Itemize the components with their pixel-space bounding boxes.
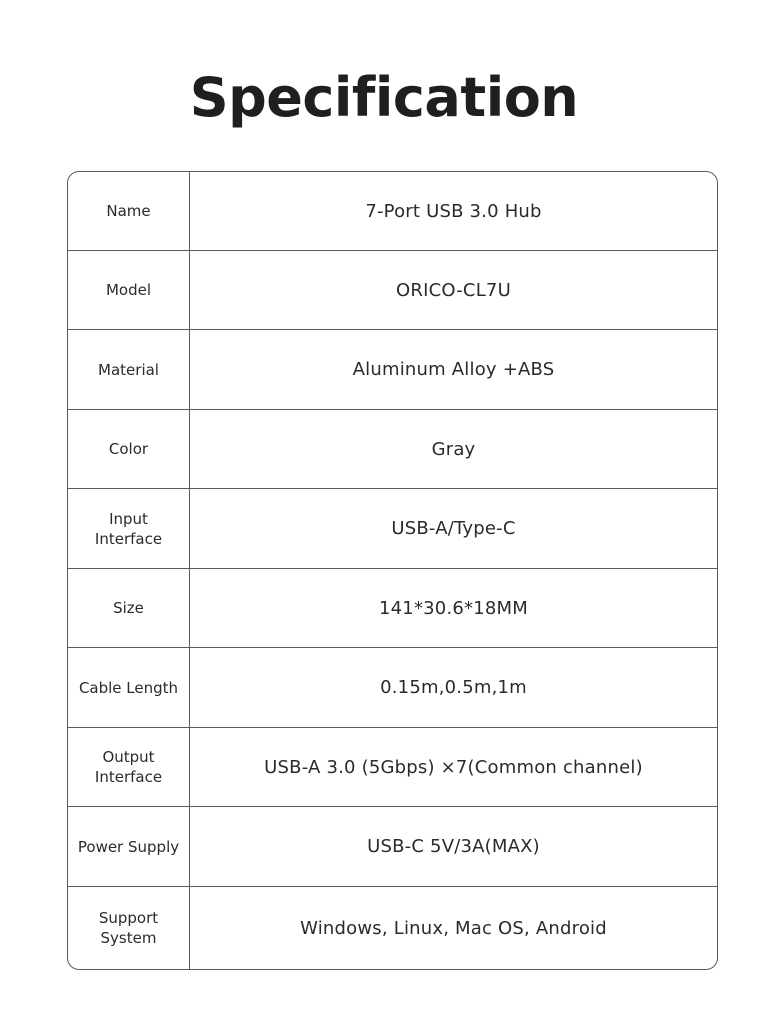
- spec-label: Cable Length: [68, 648, 190, 727]
- spec-row-support-system: [68, 887, 717, 969]
- spec-label: Model: [68, 251, 190, 329]
- spec-row-color: [68, 410, 717, 489]
- spec-row-size: [68, 569, 717, 648]
- spec-row-name: [68, 172, 717, 251]
- spec-row-cable-length: [68, 648, 717, 728]
- spec-value: ORICO-CL7U: [396, 279, 511, 301]
- spec-label: Support System: [68, 887, 190, 969]
- spec-value: Gray: [431, 438, 476, 460]
- spec-row-material: [68, 330, 717, 410]
- spec-label: Output Interface: [68, 728, 190, 806]
- spec-value: 7-Port USB 3.0 Hub: [365, 200, 542, 222]
- spec-row-power-supply: [68, 807, 717, 887]
- spec-label: Name: [68, 172, 190, 250]
- spec-label: Material: [68, 330, 190, 409]
- spec-value: Windows, Linux, Mac OS, Android: [300, 917, 607, 939]
- spec-value: 0.15m,0.5m,1m: [380, 677, 527, 698]
- spec-label: Input Interface: [68, 489, 190, 568]
- page-title: Specification: [189, 66, 579, 129]
- spec-row-output-interface: [68, 728, 717, 807]
- spec-label: Color: [68, 410, 190, 488]
- spec-value: 141*30.6*18MM: [379, 597, 528, 619]
- specification-table: [67, 171, 718, 970]
- spec-value: USB-A 3.0 (5Gbps) ×7(Common channel): [264, 756, 643, 778]
- spec-label: Power Supply: [68, 807, 190, 886]
- spec-label: Size: [68, 569, 190, 647]
- spec-row-model: [68, 251, 717, 330]
- spec-value: Aluminum Alloy +ABS: [352, 359, 555, 380]
- spec-row-input-interface: [68, 489, 717, 569]
- spec-value: USB-C 5V/3A(MAX): [367, 836, 540, 857]
- spec-value: USB-A/Type-C: [391, 518, 516, 539]
